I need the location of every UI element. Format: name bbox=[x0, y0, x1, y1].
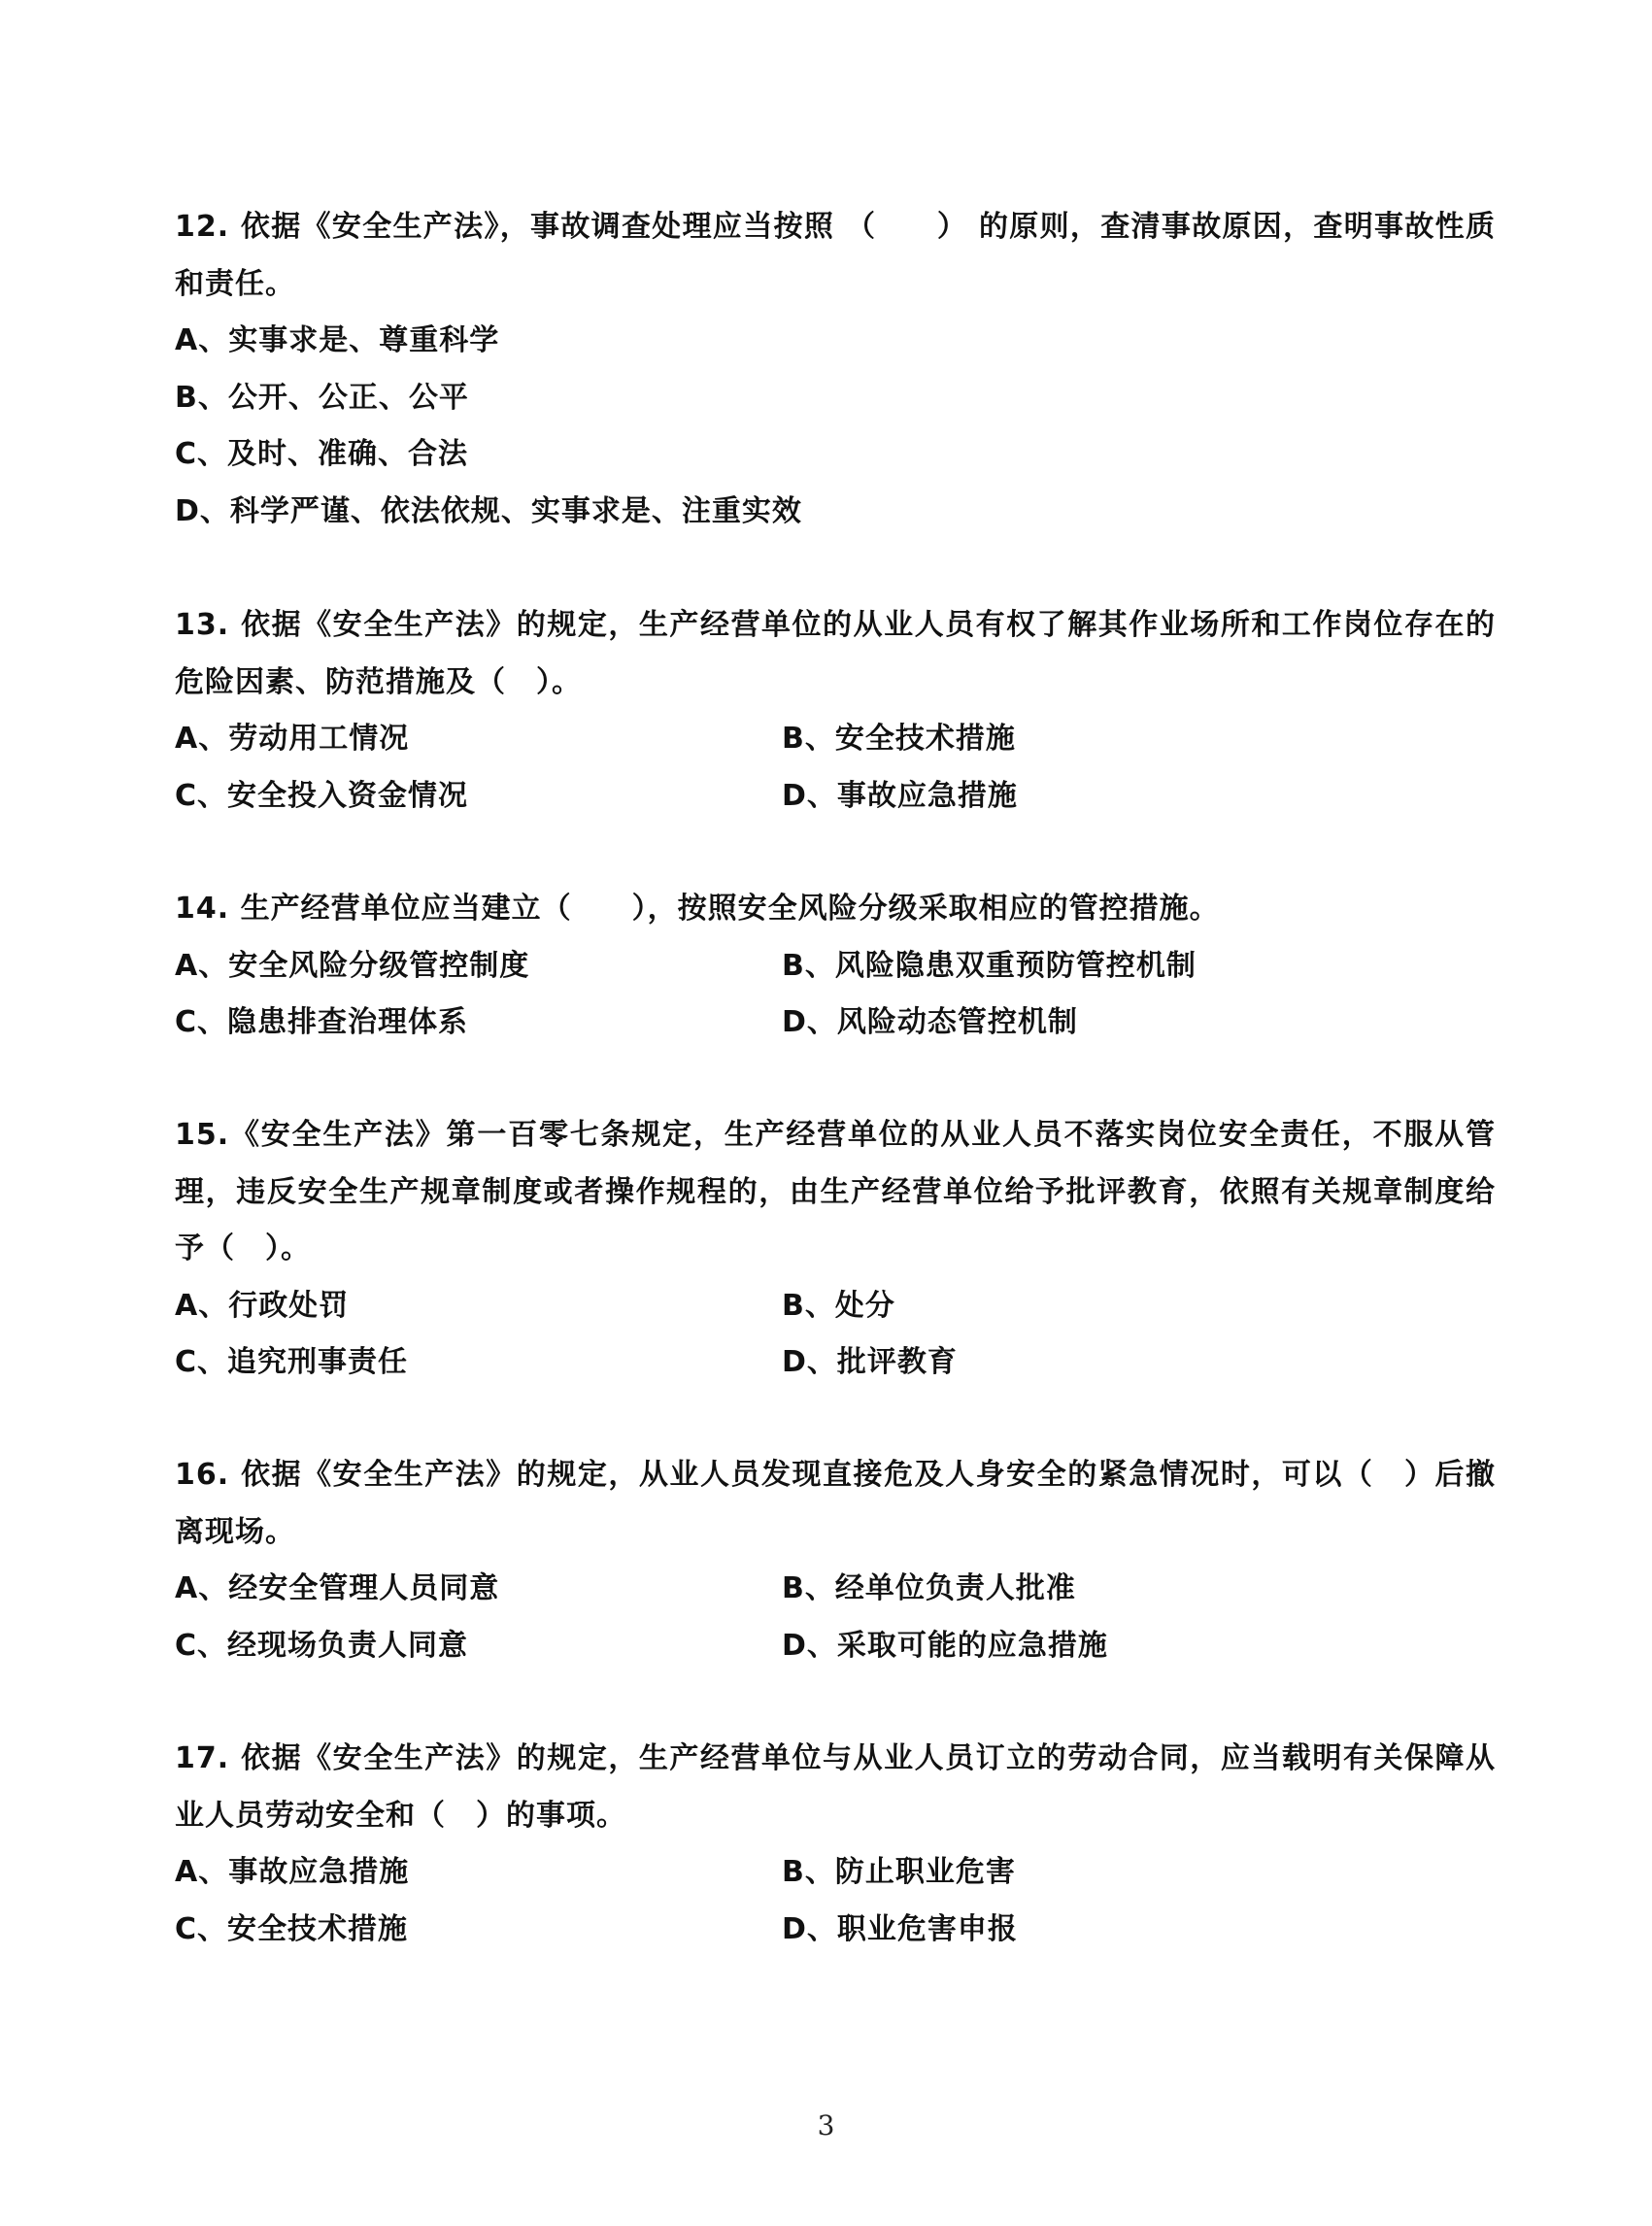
question-stem: 12. 依据《安全生产法》，事故调查处理应当按照 （ ） 的原则，查清事故原因，查明事故性质和责任。 bbox=[175, 210, 1496, 301]
question-17 bbox=[175, 1731, 1496, 1958]
option-c: C、及时、准确、合法 bbox=[175, 437, 469, 471]
option-list bbox=[175, 711, 1496, 825]
question-stem: 17. 依据《安全生产法》的规定，生产经营单位与从业人员订立的劳动合同，应当载明有关保障从业人员劳动安全和（ ）的事项。 bbox=[175, 1741, 1496, 1833]
page-number: 3 bbox=[817, 2109, 835, 2142]
question-16 bbox=[175, 1447, 1496, 1674]
option-d: D、批评教育 bbox=[782, 1345, 958, 1379]
option-b: B、公开、公正、公平 bbox=[175, 380, 469, 415]
option-c: C、经现场负责人同意 bbox=[175, 1628, 469, 1663]
option-d: D、风险动态管控机制 bbox=[782, 1005, 1078, 1039]
option-list bbox=[175, 1844, 1496, 1958]
question-13 bbox=[175, 597, 1496, 825]
option-b: B、安全技术措施 bbox=[782, 722, 1016, 756]
option-b: B、风险隐患双重预防管控机制 bbox=[782, 948, 1197, 983]
option-d: D、事故应急措施 bbox=[782, 778, 1018, 813]
option-d: D、科学严谨、依法依规、实事求是、注重实效 bbox=[175, 493, 802, 528]
question-stem: 15.《安全生产法》第一百零七条规定，生产经营单位的从业人员不落实岗位安全责任，不服从管理，违反安全生产规章制度或者操作规程的，由生产经营单位给予批评教育，依照有关规章制度给予（ ）。 bbox=[175, 1118, 1496, 1265]
question-12 bbox=[175, 199, 1496, 540]
option-d: D、职业危害申报 bbox=[782, 1911, 1018, 1946]
option-a: A、实事求是、尊重科学 bbox=[175, 323, 500, 357]
option-a: A、经安全管理人员同意 bbox=[175, 1571, 500, 1605]
option-a: A、行政处罚 bbox=[175, 1288, 350, 1323]
option-a: A、劳动用工情况 bbox=[175, 722, 410, 756]
option-list bbox=[175, 938, 1496, 1052]
option-b: B、经单位负责人批准 bbox=[782, 1571, 1076, 1605]
question-14 bbox=[175, 881, 1496, 1052]
option-list bbox=[175, 1561, 1496, 1674]
option-a: A、安全风险分级管控制度 bbox=[175, 948, 530, 983]
question-stem: 13. 依据《安全生产法》的规定，生产经营单位的从业人员有权了解其作业场所和工作岗位存在的危险因素、防范措施及（ ）。 bbox=[175, 608, 1496, 699]
question-stem: 14. 生产经营单位应当建立（ ），按照安全风险分级采取相应的管控措施。 bbox=[175, 892, 1220, 926]
option-b: B、防止职业危害 bbox=[782, 1855, 1016, 1889]
option-c: C、安全技术措施 bbox=[175, 1911, 409, 1946]
option-d: D、采取可能的应急措施 bbox=[782, 1628, 1108, 1663]
option-a: A、事故应急措施 bbox=[175, 1855, 410, 1889]
question-stem: 16. 依据《安全生产法》的规定，从业人员发现直接危及人身安全的紧急情况时，可以（ ）后撤离现场。 bbox=[175, 1458, 1496, 1549]
option-c: C、追究刑事责任 bbox=[175, 1345, 409, 1379]
option-c: C、安全投入资金情况 bbox=[175, 778, 469, 813]
option-b: B、处分 bbox=[782, 1288, 895, 1323]
option-c: C、隐患排查治理体系 bbox=[175, 1005, 469, 1039]
option-list bbox=[175, 313, 1496, 540]
question-15 bbox=[175, 1107, 1496, 1392]
option-list bbox=[175, 1278, 1496, 1392]
